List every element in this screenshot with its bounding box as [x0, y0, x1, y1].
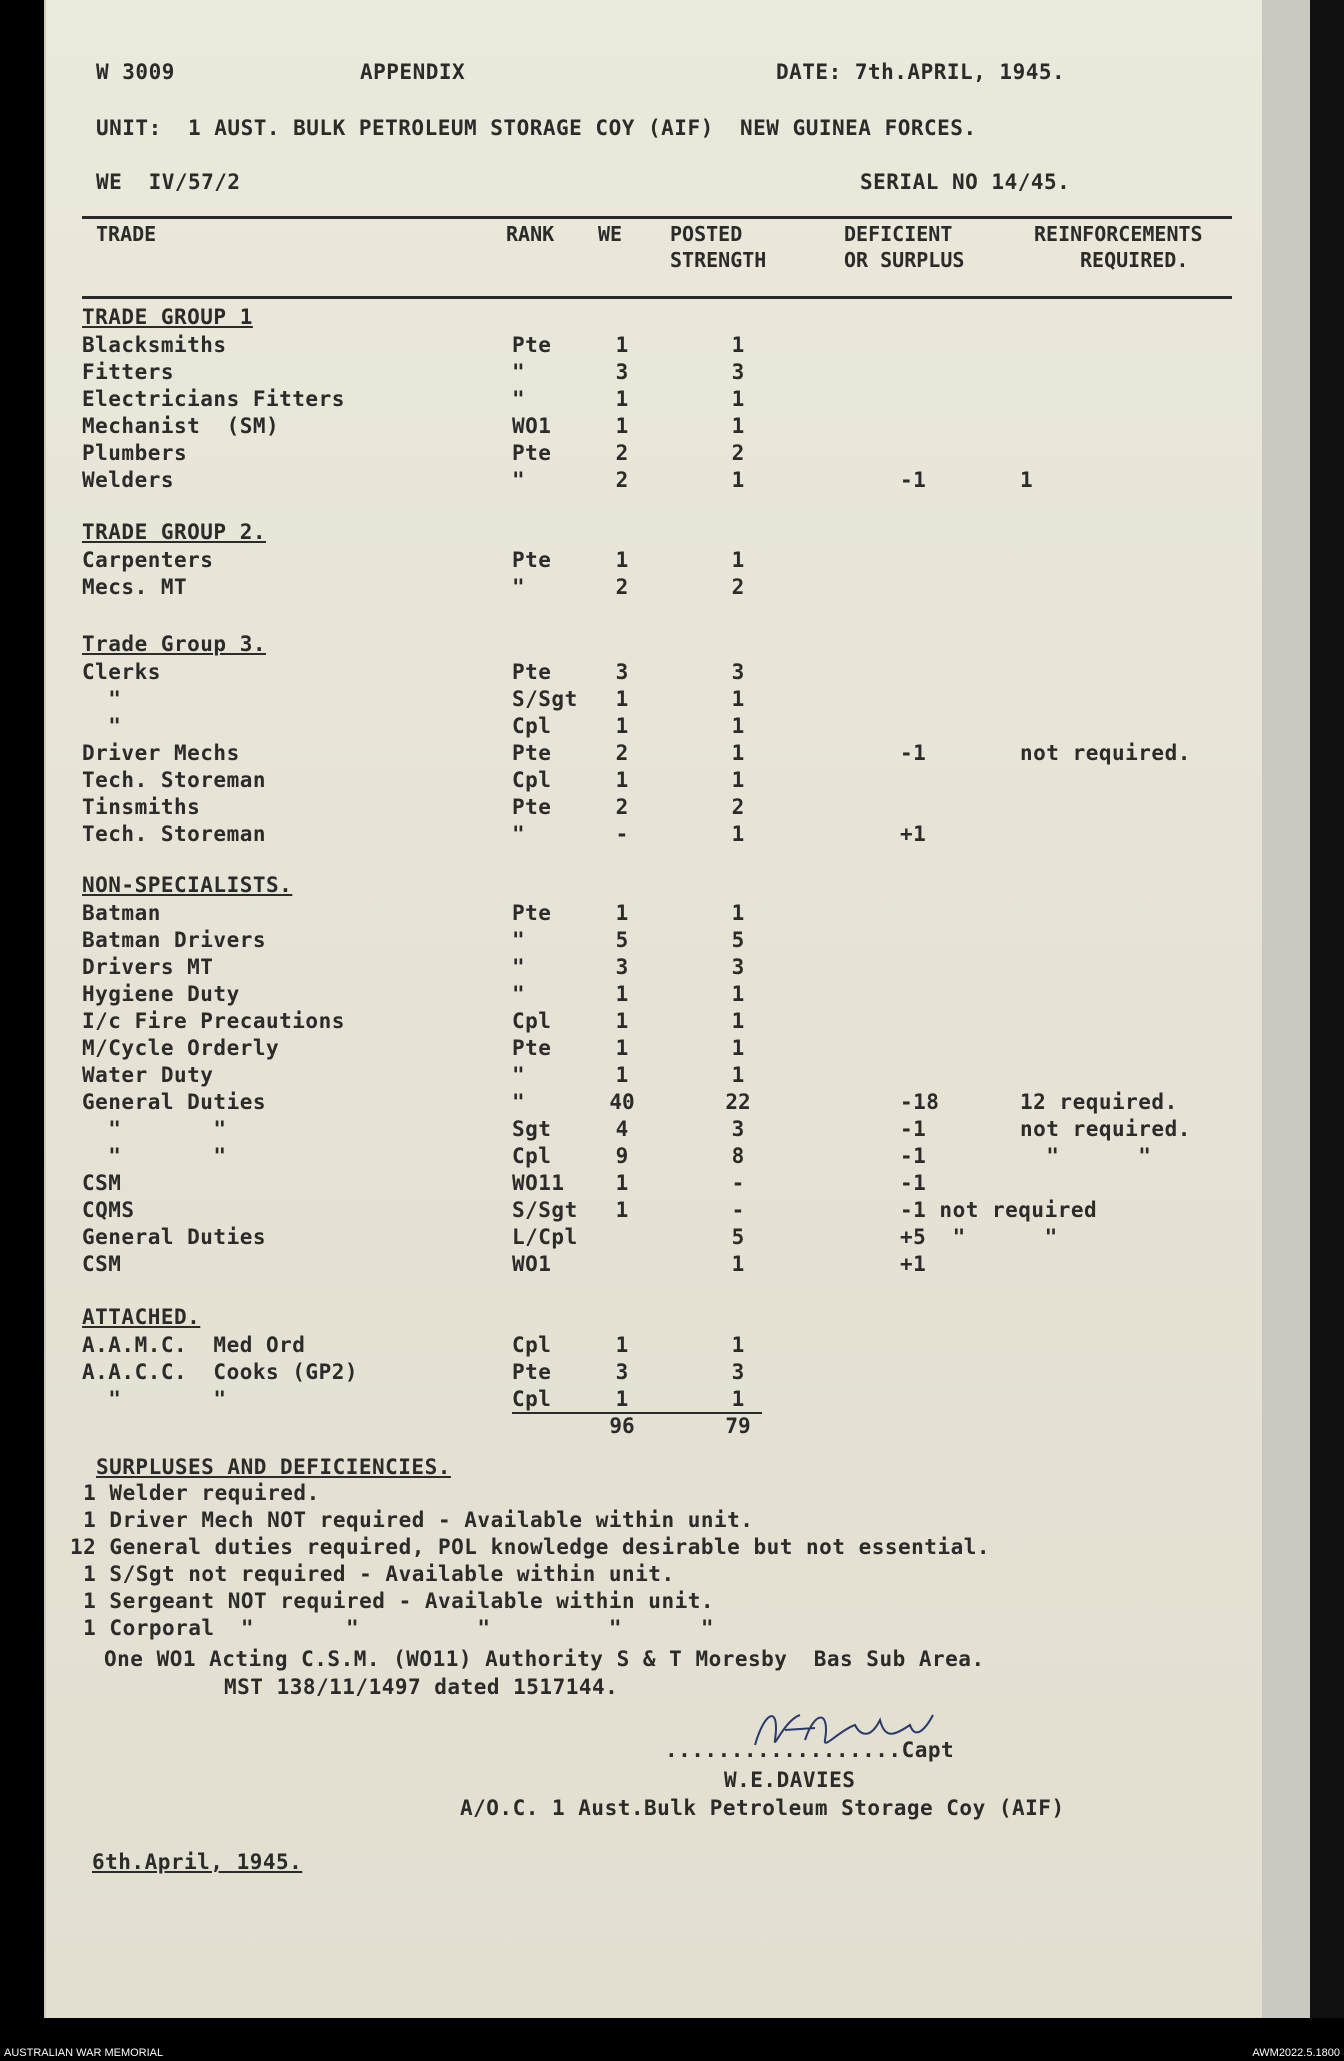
row-deficient: -1 — [900, 1117, 927, 1141]
document-title: APPENDIX — [360, 60, 466, 84]
row-we: 3 — [615, 955, 629, 979]
row-rank: " — [512, 928, 526, 952]
row-we: 3 — [615, 360, 629, 384]
row-deficient: +5 " " — [900, 1225, 1058, 1249]
row-trade: Drivers MT — [82, 955, 214, 979]
row-we: 1 — [615, 1198, 629, 1222]
row-rank: S/Sgt — [512, 1198, 578, 1222]
row-posted: 1 — [731, 414, 745, 438]
row-trade: Electricians Fitters — [82, 387, 345, 411]
row-trade: A.A.M.C. Med Ord — [82, 1333, 306, 1357]
row-rank: Cpl — [512, 1009, 552, 1033]
row-we: 2 — [615, 741, 629, 765]
col-rank: RANK — [506, 222, 555, 246]
surplus-line: 1 Welder required. — [70, 1481, 320, 1505]
row-posted: 1 — [731, 982, 745, 1006]
col-strength: STRENGTH — [670, 248, 767, 272]
row-we: 2 — [615, 441, 629, 465]
surplus-line: 1 Corporal " " " " " — [70, 1616, 715, 1640]
signed-date: 6th.April, 1945. — [92, 1850, 303, 1874]
group-title: Trade Group 3. — [82, 632, 267, 656]
row-rank: " — [512, 822, 526, 846]
row-we: 1 — [615, 714, 629, 738]
row-rank: Cpl — [512, 768, 552, 792]
row-posted: 1 — [731, 714, 745, 738]
row-we: 1 — [615, 387, 629, 411]
group-title: NON-SPECIALISTS. — [82, 873, 293, 897]
signature-dots: ..................Capt — [665, 1738, 955, 1762]
row-posted: 1 — [731, 468, 745, 492]
row-reinforcements: not required. — [1020, 741, 1191, 765]
row-rank: Cpl — [512, 1144, 552, 1168]
row-rank: Pte — [512, 333, 552, 357]
row-rank: WO1 — [512, 414, 552, 438]
serial-number: SERIAL NO 14/45. — [860, 170, 1071, 194]
row-we: 2 — [615, 575, 629, 599]
document-date: DATE: 7th.APRIL, 1945. — [776, 60, 1066, 84]
row-rank: Cpl — [512, 1333, 552, 1357]
row-we: 4 — [615, 1117, 629, 1141]
row-posted: 1 — [731, 1333, 745, 1357]
row-we: 1 — [615, 333, 629, 357]
row-rank: S/Sgt — [512, 687, 578, 711]
surplus-line: 1 Driver Mech NOT required - Available within unit. — [70, 1508, 754, 1532]
total-posted: 79 — [725, 1414, 751, 1438]
background-edge — [1310, 0, 1344, 2018]
row-trade: Clerks — [82, 660, 161, 684]
row-trade: CSM — [82, 1252, 122, 1276]
row-trade: Tinsmiths — [82, 795, 201, 819]
row-we: 1 — [615, 1171, 629, 1195]
row-we: 1 — [615, 414, 629, 438]
row-rank: WO1 — [512, 1252, 552, 1276]
row-posted: 2 — [731, 441, 745, 465]
row-posted: 1 — [731, 687, 745, 711]
col-or-surplus: OR SURPLUS — [844, 248, 965, 272]
row-trade: " " — [82, 1387, 227, 1411]
row-rank: " — [512, 387, 526, 411]
row-rank: " — [512, 982, 526, 1006]
row-we: 3 — [615, 1360, 629, 1384]
group-title: TRADE GROUP 1 — [82, 305, 253, 329]
row-trade: Driver Mechs — [82, 741, 240, 765]
row-rank: " — [512, 955, 526, 979]
row-we: 1 — [615, 768, 629, 792]
archive-name: AUSTRALIAN WAR MEMORIAL — [4, 2047, 164, 2059]
row-we: 1 — [615, 1387, 629, 1411]
surpluses-title: SURPLUSES AND DEFICIENCIES. — [96, 1455, 451, 1479]
row-posted: 3 — [731, 1117, 745, 1141]
row-rank: L/Cpl — [512, 1225, 578, 1249]
row-trade: Water Duty — [82, 1063, 214, 1087]
row-posted: 5 — [731, 928, 745, 952]
row-posted: 8 — [731, 1144, 745, 1168]
row-posted: 1 — [731, 387, 745, 411]
row-rank: Cpl — [512, 1387, 552, 1411]
row-deficient: -1 — [900, 741, 927, 765]
row-deficient: -18 — [900, 1090, 940, 1114]
row-deficient: -1 — [900, 1171, 927, 1195]
row-we: 2 — [615, 795, 629, 819]
row-rank: " — [512, 575, 526, 599]
row-posted: 3 — [731, 1360, 745, 1384]
group-title: ATTACHED. — [82, 1305, 201, 1329]
note-mst: MST 138/11/1497 dated 1517144. — [224, 1675, 619, 1699]
row-posted: 2 — [731, 795, 745, 819]
we-ref: WE IV/57/2 — [96, 170, 241, 194]
row-posted: 5 — [731, 1225, 745, 1249]
row-deficient: -1 — [900, 468, 927, 492]
row-trade: M/Cycle Orderly — [82, 1036, 280, 1060]
signatory-role: A/O.C. 1 Aust.Bulk Petroleum Storage Coy (AIF) — [460, 1796, 1065, 1820]
row-rank: Sgt — [512, 1117, 552, 1141]
row-posted: 1 — [731, 901, 745, 925]
row-trade: Carpenters — [82, 548, 214, 572]
row-rank: " — [512, 468, 526, 492]
row-rank: Pte — [512, 660, 552, 684]
row-trade: General Duties — [82, 1225, 267, 1249]
row-posted: 1 — [731, 1252, 745, 1276]
row-trade: Blacksmiths — [82, 333, 227, 357]
note-authority: One WO1 Acting C.S.M. (WO11) Authority S & T Moresby Bas Sub Area. — [104, 1647, 985, 1671]
archive-footer — [0, 2018, 1344, 2061]
row-deficient: -1 not required — [900, 1198, 1098, 1222]
row-posted: - — [731, 1198, 745, 1222]
row-trade: Plumbers — [82, 441, 188, 465]
row-we: 1 — [615, 901, 629, 925]
row-trade: CQMS — [82, 1198, 135, 1222]
row-reinforcements: not required. — [1020, 1117, 1191, 1141]
row-posted: 1 — [731, 333, 745, 357]
col-reinforcements: REINFORCEMENTS — [1034, 222, 1203, 246]
col-posted: POSTED — [670, 222, 743, 246]
row-we: 2 — [615, 468, 629, 492]
row-we: - — [615, 822, 629, 846]
row-posted: 2 — [731, 575, 745, 599]
row-trade: Batman Drivers — [82, 928, 267, 952]
surplus-line: 12 General duties required, POL knowledge desirable but not essential. — [70, 1535, 991, 1559]
row-we: 9 — [615, 1144, 629, 1168]
row-trade: I/c Fire Precautions — [82, 1009, 345, 1033]
row-trade: Batman — [82, 901, 161, 925]
row-posted: 3 — [731, 955, 745, 979]
row-posted: - — [731, 1171, 745, 1195]
row-deficient: +1 — [900, 1252, 927, 1276]
row-trade: " " — [82, 1144, 227, 1168]
surplus-line: 1 Sergeant NOT required - Available within unit. — [70, 1589, 715, 1613]
row-posted: 22 — [725, 1090, 751, 1114]
row-rank: Cpl — [512, 714, 552, 738]
paper-edge — [1262, 0, 1310, 2018]
col-trade: TRADE — [96, 222, 157, 246]
row-posted: 3 — [731, 360, 745, 384]
row-posted: 1 — [731, 1036, 745, 1060]
row-rank: Pte — [512, 795, 552, 819]
row-trade: Fitters — [82, 360, 175, 384]
row-we: 40 — [609, 1090, 635, 1114]
row-rank: WO11 — [512, 1171, 565, 1195]
row-trade: Hygiene Duty — [82, 982, 240, 1006]
row-trade: Welders — [82, 468, 175, 492]
row-posted: 1 — [731, 1387, 745, 1411]
row-posted: 3 — [731, 660, 745, 684]
archive-ref: AWM2022.5.1800 — [1252, 2047, 1340, 2059]
row-trade: General Duties — [82, 1090, 267, 1114]
row-trade: Mecs. MT — [82, 575, 188, 599]
row-posted: 1 — [731, 1063, 745, 1087]
row-rank: Pte — [512, 548, 552, 572]
group-title: TRADE GROUP 2. — [82, 520, 267, 544]
unit-line: UNIT: 1 AUST. BULK PETROLEUM STORAGE COY (AIF) NEW GUINEA FORCES. — [96, 116, 977, 140]
row-rank: Pte — [512, 441, 552, 465]
row-deficient: -1 — [900, 1144, 927, 1168]
row-trade: Tech. Storeman — [82, 822, 267, 846]
row-trade: Mechanist (SM) — [82, 414, 280, 438]
row-rank: Pte — [512, 1360, 552, 1384]
row-we: 1 — [615, 548, 629, 572]
row-trade: " — [82, 687, 122, 711]
row-deficient: +1 — [900, 822, 927, 846]
row-posted: 1 — [731, 768, 745, 792]
row-trade: CSM — [82, 1171, 122, 1195]
header-rule-bottom — [82, 296, 1232, 299]
row-trade: Tech. Storeman — [82, 768, 267, 792]
row-we: 1 — [615, 687, 629, 711]
row-reinforcements: 1 — [1020, 468, 1034, 492]
header-rule-top — [82, 216, 1232, 219]
signatory-name: W.E.DAVIES — [724, 1768, 856, 1792]
col-deficient: DEFICIENT — [844, 222, 953, 246]
row-rank: Pte — [512, 741, 552, 765]
row-posted: 1 — [731, 1009, 745, 1033]
row-we: 1 — [615, 1036, 629, 1060]
col-we: WE — [598, 222, 623, 246]
row-we: 1 — [615, 1009, 629, 1033]
row-we: 5 — [615, 928, 629, 952]
row-trade: " — [82, 714, 122, 738]
row-trade: A.A.C.C. Cooks (GP2) — [82, 1360, 359, 1384]
row-we: 1 — [615, 1063, 629, 1087]
row-we: 3 — [615, 660, 629, 684]
col-required: REQUIRED. — [1080, 248, 1189, 272]
row-rank: Pte — [512, 901, 552, 925]
row-posted: 1 — [731, 548, 745, 572]
document-ref: W 3009 — [96, 60, 175, 84]
row-reinforcements: 12 required. — [1020, 1090, 1178, 1114]
surplus-line: 1 S/Sgt not required - Available within unit. — [70, 1562, 675, 1586]
total-we: 96 — [609, 1414, 635, 1438]
row-reinforcements: " " — [1020, 1144, 1152, 1168]
row-rank: " — [512, 360, 526, 384]
row-rank: " — [512, 1063, 526, 1087]
row-posted: 1 — [731, 822, 745, 846]
row-rank: Pte — [512, 1036, 552, 1060]
row-we: 1 — [615, 1333, 629, 1357]
row-posted: 1 — [731, 741, 745, 765]
row-we: 1 — [615, 982, 629, 1006]
row-trade: " " — [82, 1117, 227, 1141]
row-rank: " — [512, 1090, 526, 1114]
